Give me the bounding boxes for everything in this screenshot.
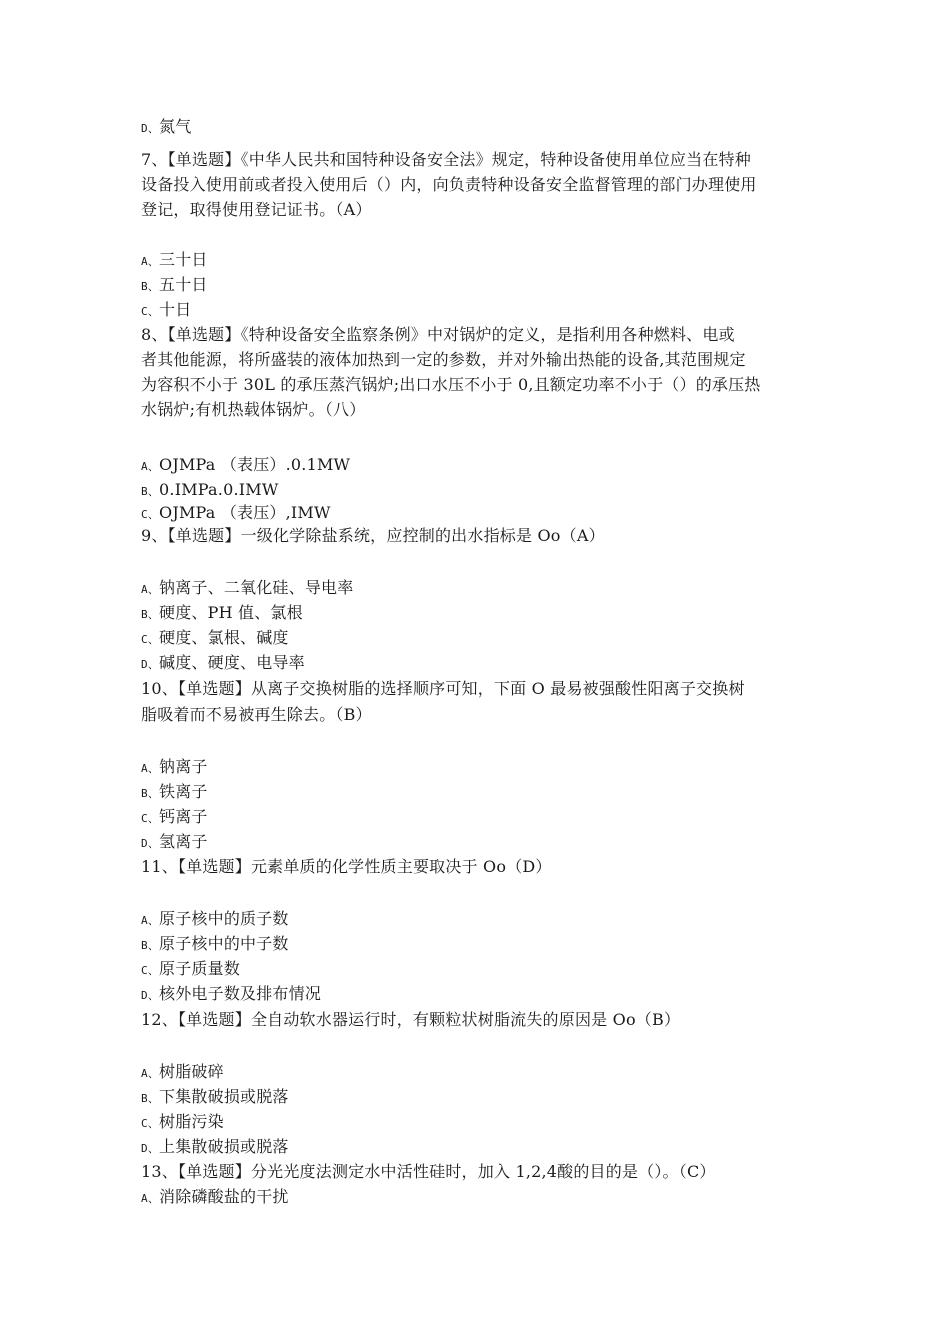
question-11-text: 11、【单选题】元素单质的化学性质主要取决于 Oo（D） bbox=[141, 857, 552, 876]
option-line: D、氢离子 bbox=[141, 832, 208, 851]
question-8-text-line-3: 为容积不小于 30L 的承压蒸汽锅炉;出口水压不小于 0,且额定功率不小于（）的承压热 bbox=[141, 375, 761, 394]
option-line: A、树脂破碎 bbox=[141, 1062, 224, 1081]
option-line: D、核外电子数及排布情况 bbox=[141, 984, 322, 1003]
option-line: D、碱度、硬度、电导率 bbox=[141, 653, 305, 672]
option-line: D、上集散破损或脱落 bbox=[141, 1137, 289, 1156]
question-8-text-line-4: 水锅炉;有机热载体锅炉。（八） bbox=[141, 400, 366, 419]
option-line: B、原子核中的中子数 bbox=[141, 934, 289, 953]
question-7-text-line-2: 设备投入使用前或者投入使用后（）内，向负责特种设备安全监督管理的部门办理使用 bbox=[141, 175, 757, 194]
question-7-text-line-3: 登记，取得使用登记证书。（A） bbox=[141, 200, 372, 219]
option-line: A、原子核中的质子数 bbox=[141, 909, 289, 928]
option-line: D、氮气 bbox=[141, 117, 192, 136]
question-12-text: 12、【单选题】全自动软水器运行时，有颗粒状树脂流失的原因是 Oo（B） bbox=[141, 1010, 681, 1029]
option-line: C、OJMPa （表压）,IMW bbox=[141, 503, 331, 522]
option-line: C、树脂污染 bbox=[141, 1112, 224, 1131]
option-line: C、十日 bbox=[141, 300, 192, 319]
option-line: B、硬度、PH 值、氯根 bbox=[141, 603, 303, 622]
question-10-text-line-2: 脂吸着而不易被再生除去。（B） bbox=[141, 705, 372, 724]
question-10-text-line-1: 10、【单选题】从离子交换树脂的选择顺序可知，下面 O 最易被强酸性阳离子交换树 bbox=[141, 679, 745, 698]
option-line: C、钙离子 bbox=[141, 807, 208, 826]
question-9-text: 9、【单选题】一级化学除盐系统，应控制的出水指标是 Oo（A） bbox=[141, 526, 605, 545]
option-line: B、0.IMPa.0.IMW bbox=[141, 480, 279, 499]
option-line: A、消除磷酸盐的干扰 bbox=[141, 1187, 289, 1206]
question-8-text-line-2: 者其他能源，将所盛装的液体加热到一定的参数，并对外输出热能的设备,其范围规定 bbox=[141, 350, 746, 369]
option-line: B、铁离子 bbox=[141, 782, 208, 801]
option-line: A、OJMPa （表压）.0.1MW bbox=[141, 455, 351, 474]
option-line: A、三十日 bbox=[141, 250, 208, 269]
question-13-text: 13、【单选题】分光光度法测定水中活性硅时，加入 1,2,4酸的目的是（）。（C） bbox=[141, 1162, 716, 1181]
option-line: C、硬度、氯根、碱度 bbox=[141, 628, 289, 647]
option-line: B、五十日 bbox=[141, 275, 208, 294]
option-line: B、下集散破损或脱落 bbox=[141, 1087, 289, 1106]
option-line: A、钠离子、二氧化硅、导电率 bbox=[141, 578, 354, 597]
question-7-text-line-1: 7、【单选题】《中华人民共和国特种设备安全法》规定，特种设备使用单位应当在特种 bbox=[141, 150, 751, 169]
option-line: C、原子质量数 bbox=[141, 959, 241, 978]
question-8-text-line-1: 8、【单选题】《特种设备安全监察条例》中对锅炉的定义，是指利用各种燃料、电或 bbox=[141, 325, 735, 344]
option-line: A、钠离子 bbox=[141, 757, 208, 776]
